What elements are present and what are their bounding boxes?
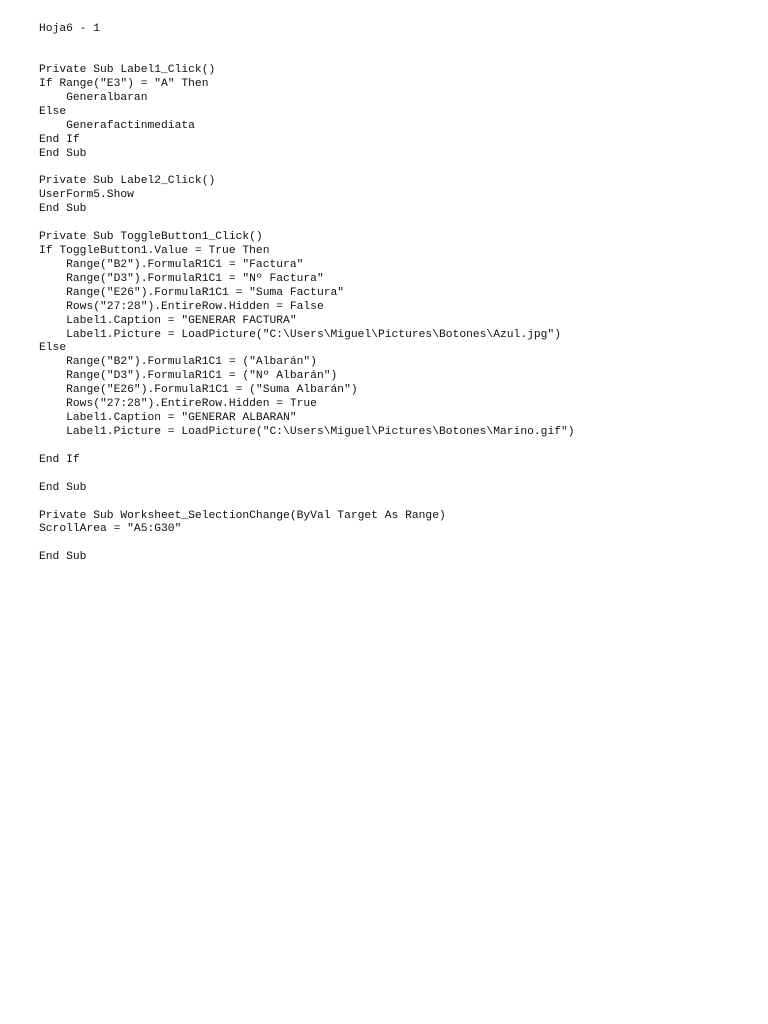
code-line: Rows("27:28").EntireRow.Hidden = True xyxy=(39,398,317,411)
code-line: Private Sub Label1_Click() xyxy=(39,64,216,76)
code-line xyxy=(39,217,575,231)
code-line: ScrollArea = "A5:G30" xyxy=(39,523,182,536)
code-line xyxy=(39,468,575,482)
code-line: Private Sub ToggleButton1_Click() xyxy=(39,231,263,244)
code-line: End Sub xyxy=(39,551,87,564)
code-line: If ToggleButton1.Value = True Then xyxy=(39,244,270,257)
code-line: Else xyxy=(39,105,67,118)
page-header: Hoja6 - 1 xyxy=(39,23,101,35)
code-line xyxy=(39,440,575,454)
code-line: End Sub xyxy=(39,147,87,160)
code-listing xyxy=(39,64,575,565)
code-line xyxy=(39,537,575,551)
code-line: Rows("27:28").EntireRow.Hidden = False xyxy=(39,300,324,313)
code-line: Range("D3").FormulaR1C1 = "Nº Factura" xyxy=(39,272,324,285)
code-line: End If xyxy=(39,133,80,146)
code-line: End If xyxy=(39,453,80,466)
code-line xyxy=(39,161,575,175)
code-line: Label1.Picture = LoadPicture("C:\Users\Miguel\Pictures\Botones\Azul.jpg") xyxy=(39,328,562,341)
code-line xyxy=(39,496,575,510)
code-line: Private Sub Worksheet_SelectionChange(ByVal Target As Range) xyxy=(39,509,446,522)
code-line: Label1.Picture = LoadPicture("C:\Users\Miguel\Pictures\Botones\Marino.gif") xyxy=(39,425,575,438)
code-line: Range("E26").FormulaR1C1 = "Suma Factura" xyxy=(39,286,345,299)
code-line: End Sub xyxy=(39,481,87,494)
code-line: Label1.Caption = "GENERAR FACTURA" xyxy=(39,314,297,327)
code-line: Else xyxy=(39,342,67,355)
code-line: UserForm5.Show xyxy=(39,189,134,202)
code-line: Generafactinmediata xyxy=(39,119,195,132)
code-line: Range("E26").FormulaR1C1 = ("Suma Albarán") xyxy=(39,384,358,397)
code-line: Label1.Caption = "GENERAR ALBARAN" xyxy=(39,412,297,425)
code-line: Generalbaran xyxy=(39,91,148,104)
code-line: Private Sub Label2_Click() xyxy=(39,175,216,188)
code-line: Range("B2").FormulaR1C1 = ("Albarán") xyxy=(39,356,317,369)
code-line: Range("B2").FormulaR1C1 = "Factura" xyxy=(39,258,304,271)
code-line: If Range("E3") = "A" Then xyxy=(39,77,209,90)
code-line: Range("D3").FormulaR1C1 = ("Nº Albarán") xyxy=(39,370,338,383)
code-line: End Sub xyxy=(39,203,87,216)
